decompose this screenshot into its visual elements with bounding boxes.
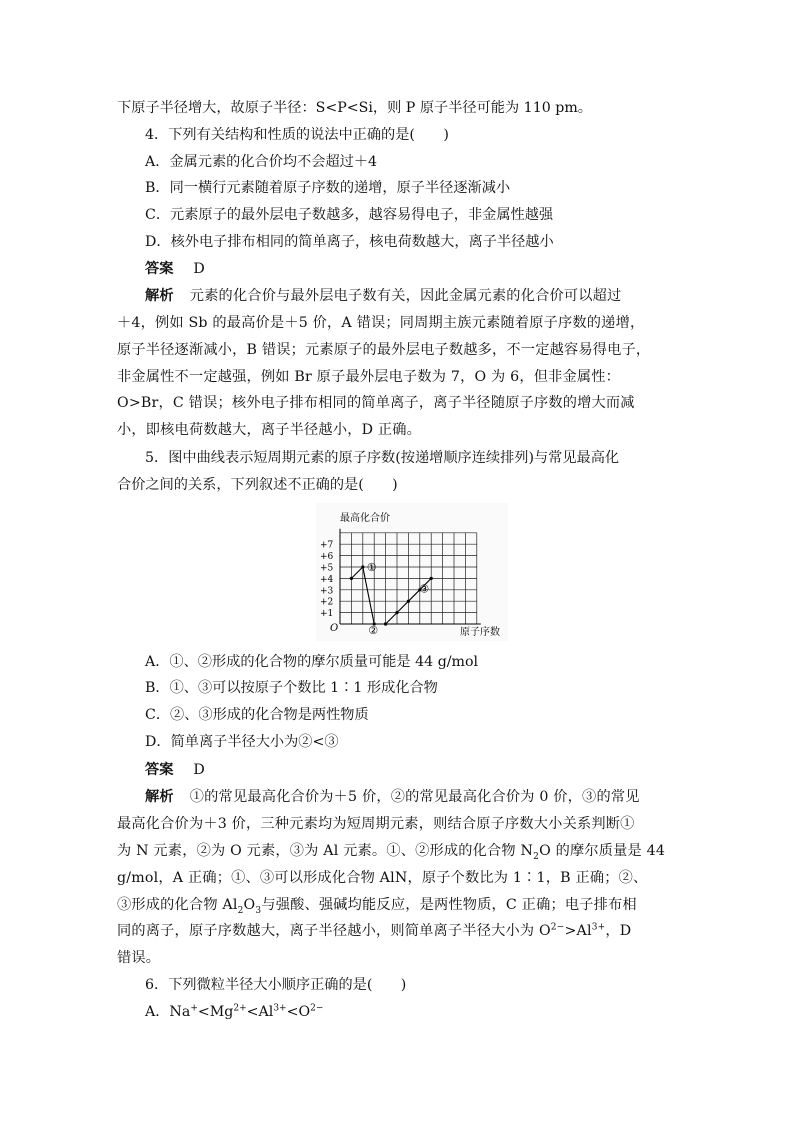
text-line: 错误。 [117,950,161,966]
question-4-option-b: B．同一横行元素随着原子序数的递增，原子半径逐渐减小 [145,180,511,196]
y-tick-label: +2 [320,597,334,608]
text-line: 非金属性不一定越强，例如 Br 原子最外层电子数为 7，O 为 6，但非金属性： [117,369,621,385]
question-5-stem-cont: 合价之间的关系，下列叙述不正确的是( ) [117,477,398,493]
text-line [117,896,637,914]
question-5-answer [145,761,205,779]
superscript: 2+ [233,1003,247,1014]
superscript: 3+ [591,922,606,933]
text-line: 下原子半径增大，故原子半径：S<P<Si，则 P 原子半径可能为 110 pm。 [117,100,592,116]
text-line: g/mol，A 正确；①、③可以形成化合物 AlN，原子个数比为 1∶1，B 正确；②、 [117,870,648,886]
data-point [430,577,433,580]
superscript: 2− [310,1003,324,1014]
question-4-option-a: A．金属元素的化合价均不会超过＋4 [145,154,378,170]
subscript: 3 [255,905,262,916]
question-5-explanation [145,788,640,806]
text-fragment: O 的摩尔质量是 44 [539,843,666,859]
text-line: 最高化合价为＋3 价，三种元素均为短周期元素，则结合原子序数大小关系判断① [117,816,635,832]
question-6-option-a [145,1003,323,1021]
text-fragment: O [243,897,256,913]
data-point [395,611,398,614]
origin-label: O [330,623,339,634]
subscript: 2 [237,905,244,916]
question-5-option-b: B．①、③可以按原子个数比 1∶1 形成化合物 [145,680,438,696]
y-tick-label: +6 [320,552,334,563]
text-fragment: <O [286,1004,311,1020]
y-tick-label: +1 [320,609,334,620]
answer-label: 答案 [145,261,174,277]
question-4-stem: 4．下列有关结构和性质的说法中正确的是( ) [145,127,449,143]
data-label: ① [366,561,377,574]
data-point [361,565,364,568]
text-fragment: 同的离子，原子序数越大，离子半径越小，则简单离子半径大小为 O [117,923,551,939]
text-fragment: 为 N 元素，②为 O 元素，③为 Al 元素。①、②形成的化合物 N [117,843,534,859]
text-fragment: <Al [246,1004,274,1020]
text-line: 元素的化合价与最外层电子数有关，因此金属元素的化合价可以超过 [189,288,622,304]
superscript: 3+ [273,1003,287,1014]
superscript: 2− [550,922,565,933]
question-6-stem: 6．下列微粒半径大小顺序正确的是( ) [145,977,407,993]
text-line [117,922,631,940]
text-line: 原子半径逐渐减小，B 错误；元素原子的最外层电子数越多，不一定越容易得电子， [117,342,651,358]
data-point [407,600,410,603]
y-tick-label: +3 [320,586,334,597]
question-4-option-c: C．元素原子的最外层电子数越多，越容易得电子，非金属性越强 [145,207,554,223]
x-axis-label: 原子序数 [460,627,500,638]
text-fragment: ③形成的化合物 Al [117,897,238,913]
y-tick-label: +7 [320,540,334,551]
superscript: + [190,1003,198,1014]
text-fragment: <Mg [197,1004,234,1020]
data-point [350,577,353,580]
data-label: ② [368,624,379,637]
text-fragment: A．Na [145,1004,191,1020]
answer-value: D [193,261,205,277]
explanation-label: 解析 [145,288,174,304]
question-4-explanation [145,287,621,305]
answer-value: D [193,762,205,778]
valence-chart [316,503,508,641]
question-5-option-a: A．①、②形成的化合物的摩尔质量可能是 44 g/mol [145,654,479,670]
text-line: 小，即核电荷数越大，离子半径越小，D 正确。 [117,422,422,438]
question-5-option-d: D．简单离子半径大小为②<③ [145,734,339,750]
question-4-answer [145,260,205,278]
question-5-stem: 5．图中曲线表示短周期元素的原子序数(按递增顺序连续排列)与常见最高化 [145,450,620,466]
text-line [117,842,665,860]
text-fragment: >Al [564,923,592,939]
question-5-option-c: C．②、③形成的化合物是两性物质 [145,707,369,723]
data-label: ③ [419,582,430,596]
data-point [384,622,387,625]
y-tick-label: +4 [320,574,334,585]
explanation-label: 解析 [145,789,174,805]
text-line: O>Br，C 错误；核外电子排布相同的简单离子，离子半径随原子序数的增大而减 [117,395,635,411]
question-4-option-d: D．核外电子排布相同的简单离子，核电荷数越大，离子半径越小 [145,234,554,250]
text-line: ①的常见最高化合价为＋5 价，②的常见最高化合价为 0 价，③的常见 [189,789,640,805]
text-line: ＋4，例如 Sb 的最高价是＋5 价，A 错误；同周期主族元素随着原子序数的递增， [117,315,645,331]
y-tick-label: +5 [320,563,334,574]
text-fragment: ，D [605,923,632,939]
subscript: 2 [533,851,540,862]
valence-chart-svg [316,503,508,641]
text-fragment: 与强酸、强碱均能反应，是两性物质，C 正确；电子排布相 [261,897,637,913]
y-axis-label: 最高化合价 [340,513,390,524]
answer-label: 答案 [145,762,174,778]
